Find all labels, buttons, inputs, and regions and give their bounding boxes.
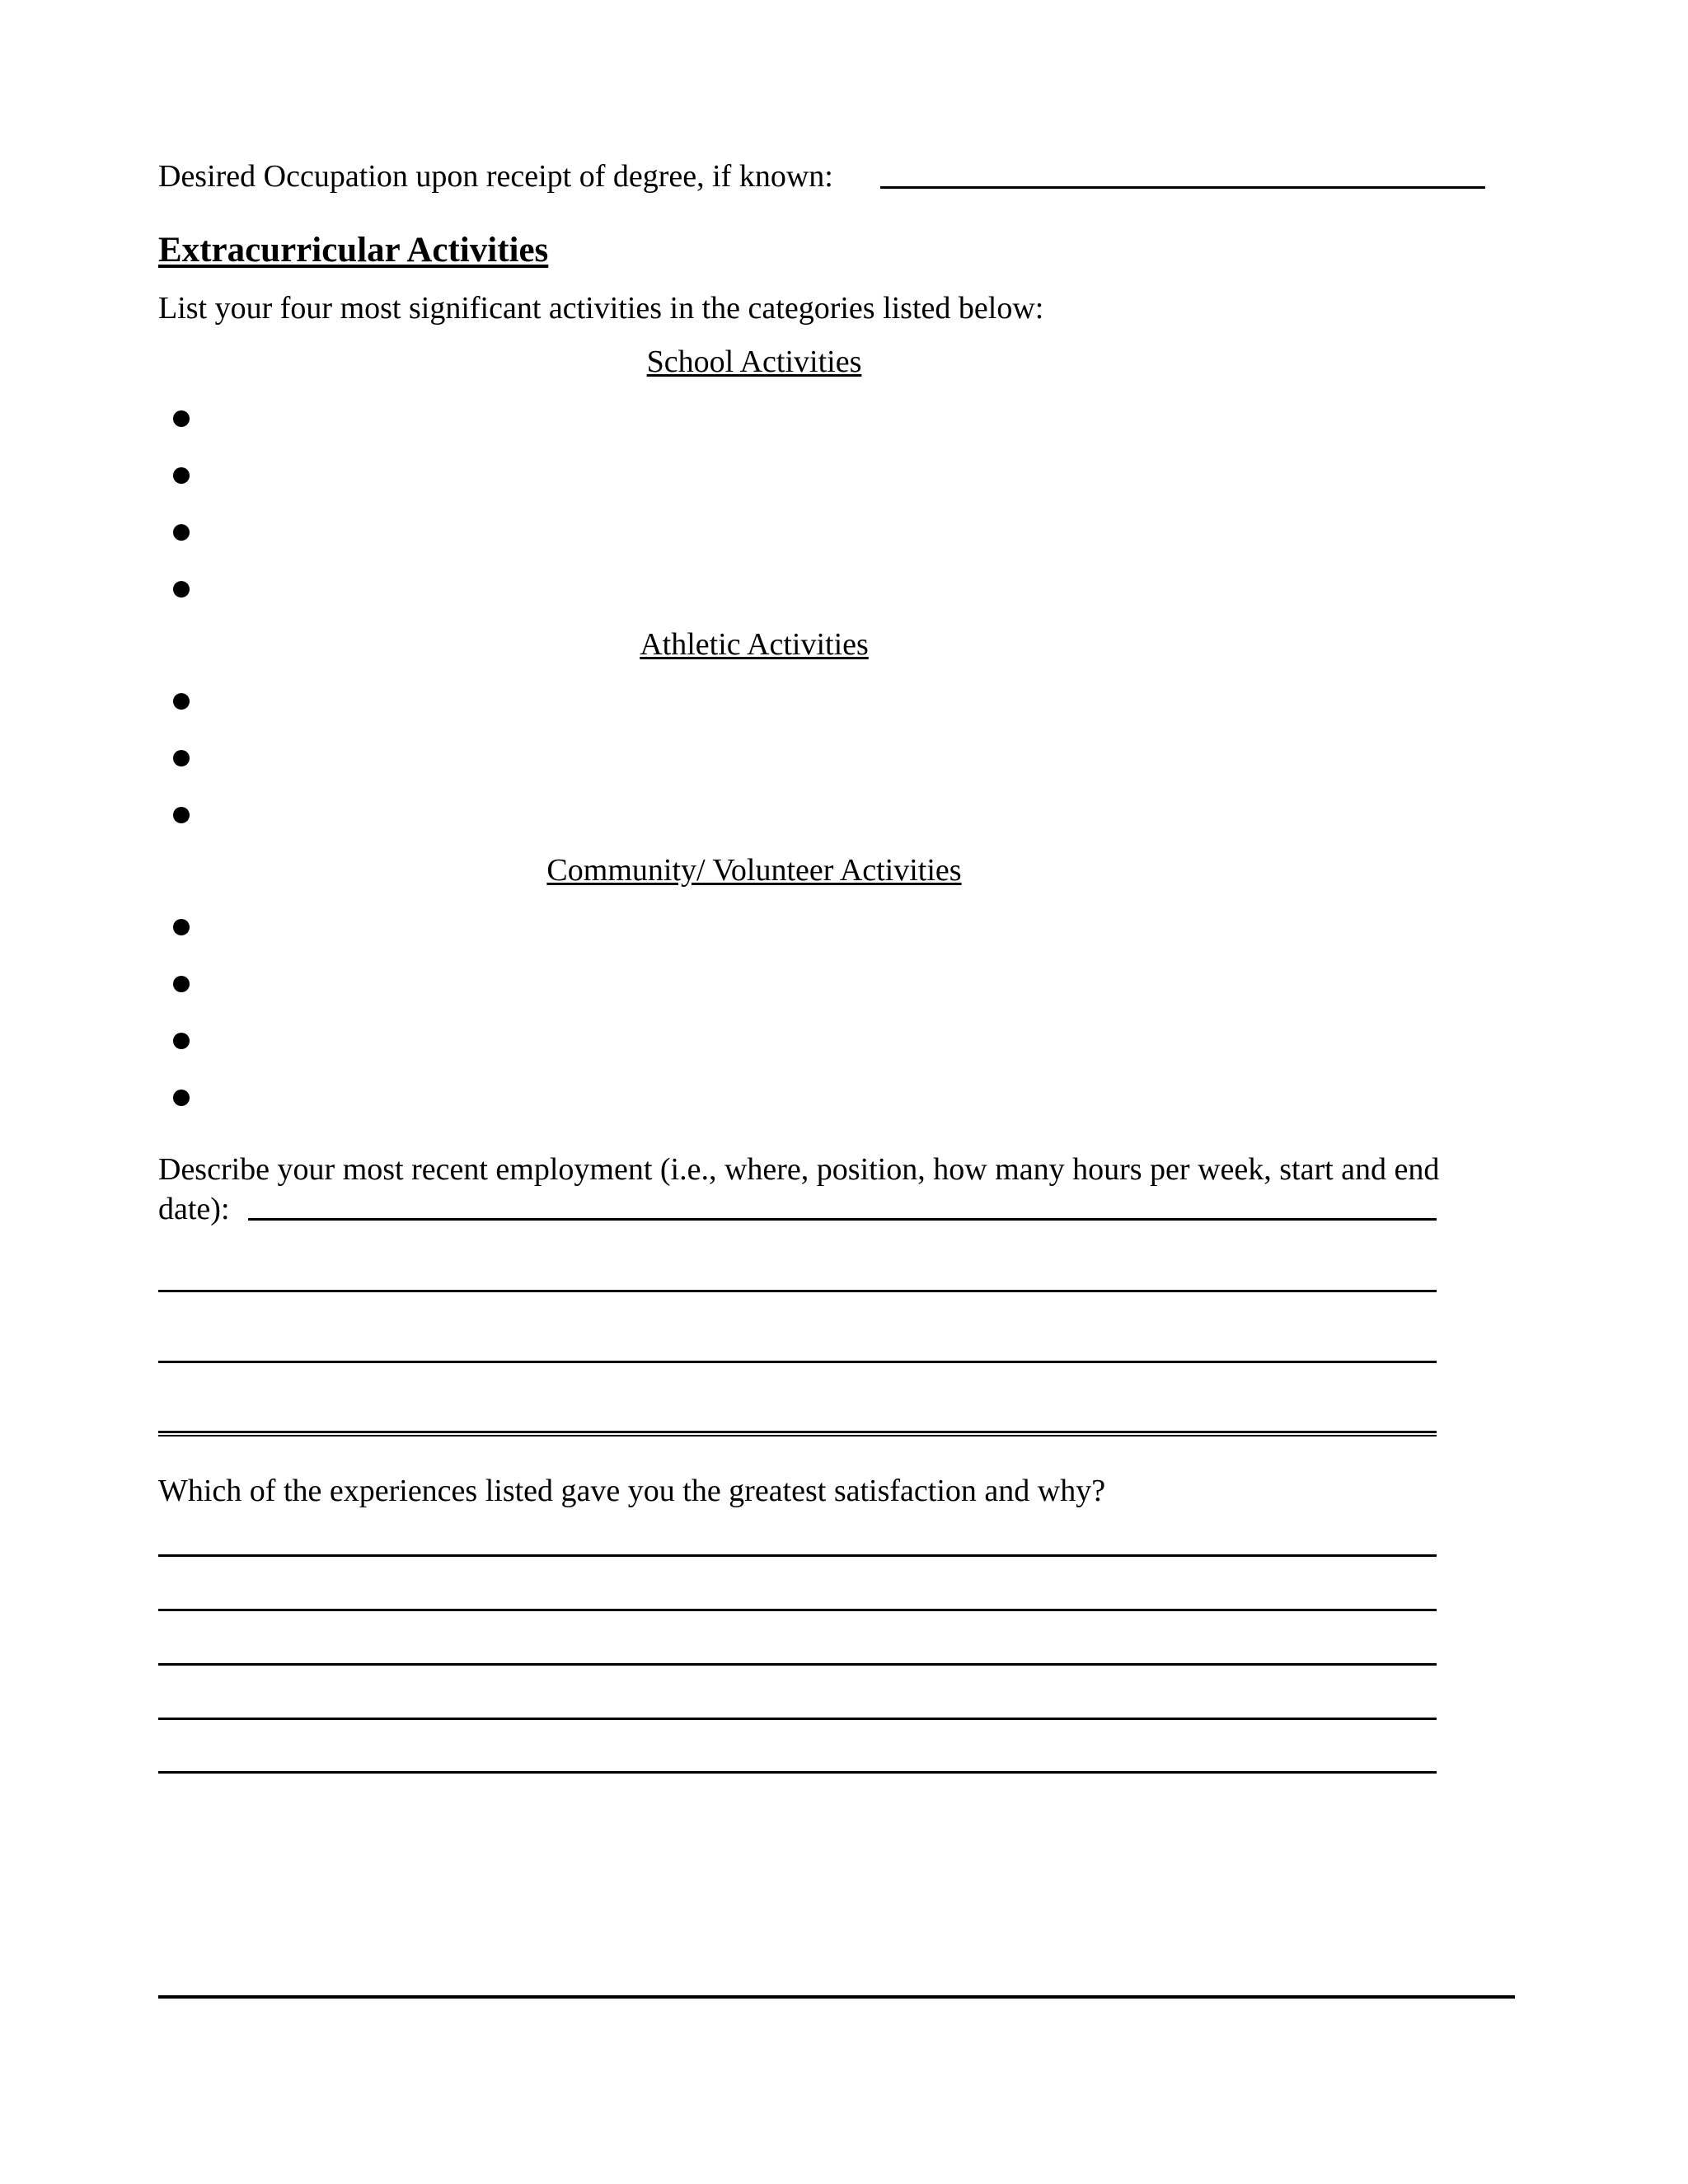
- community-activity-bullet-4[interactable]: [173, 1090, 190, 1106]
- satisfaction-prompt: Which of the experiences listed gave you the greatest satisfaction and why?: [158, 1474, 1106, 1508]
- athletic-activity-bullet-3[interactable]: [173, 807, 190, 823]
- employment-answer-line-1[interactable]: [248, 1218, 1437, 1221]
- community-activity-bullet-1[interactable]: [173, 919, 190, 935]
- satisfaction-answer-line-5[interactable]: [158, 1771, 1437, 1774]
- extracurricular-heading: Extracurricular Activities: [158, 231, 549, 269]
- school-activity-bullet-2[interactable]: [173, 467, 190, 484]
- employment-answer-line-3[interactable]: [158, 1361, 1437, 1363]
- employment-prompt-line-1: Describe your most recent employment (i.e., where, position, how many hours per week, start and end: [158, 1152, 1440, 1187]
- satisfaction-answer-line-1[interactable]: [158, 1554, 1437, 1557]
- occupation-answer-line[interactable]: [880, 186, 1485, 189]
- satisfaction-answer-line-3[interactable]: [158, 1663, 1437, 1666]
- school-activity-bullet-1[interactable]: [173, 410, 190, 427]
- school-activities-heading: School Activities: [646, 344, 862, 379]
- school-activity-bullet-4[interactable]: [173, 581, 190, 598]
- satisfaction-answer-line-2[interactable]: [158, 1609, 1437, 1611]
- athletic-activity-bullet-1[interactable]: [173, 693, 190, 710]
- employment-prompt-line-2: date):: [158, 1192, 230, 1226]
- school-activity-bullet-3[interactable]: [173, 524, 190, 541]
- footer-divider: [158, 1995, 1515, 1999]
- community-activity-bullet-2[interactable]: [173, 976, 190, 992]
- athletic-activities-heading: Athletic Activities: [640, 627, 869, 662]
- extracurricular-instructions: List your four most significant activities in the categories listed below:: [158, 291, 1044, 326]
- employment-answer-line-2[interactable]: [158, 1290, 1437, 1292]
- community-activities-heading: Community/ Volunteer Activities: [546, 853, 962, 888]
- community-activity-bullet-3[interactable]: [173, 1033, 190, 1049]
- athletic-activity-bullet-2[interactable]: [173, 750, 190, 766]
- employment-answer-line-4[interactable]: [158, 1431, 1437, 1436]
- satisfaction-answer-line-4[interactable]: [158, 1718, 1437, 1720]
- occupation-label: Desired Occupation upon receipt of degree, if known:: [158, 159, 833, 194]
